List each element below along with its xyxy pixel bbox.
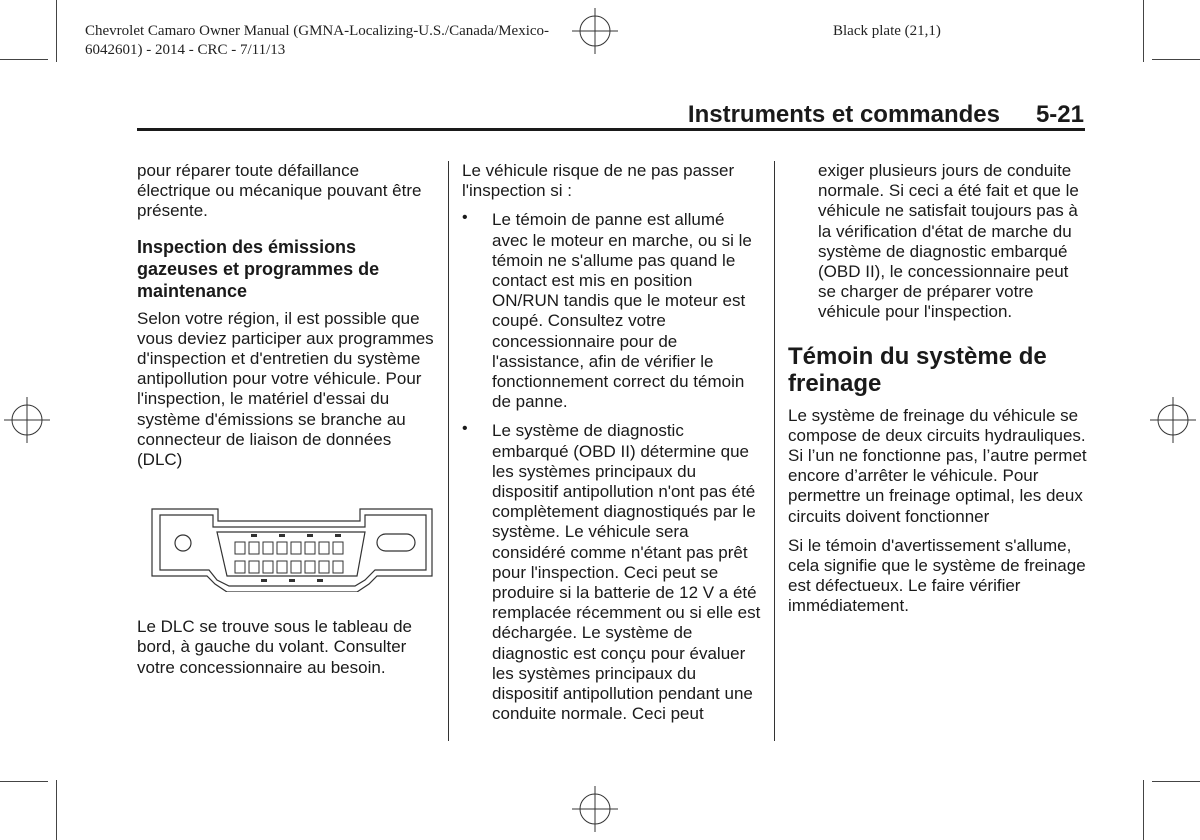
column-3 (788, 161, 1088, 626)
column-divider-1 (448, 161, 449, 741)
list-item (462, 210, 764, 412)
paragraph-continuation: exiger plusieurs jours de conduite normale. Si ceci a été fait et que le véhicule ne satisfait toujours pas à la vérification d'état de marche du système de diagnostic embarqué (OBD II), le concessionnaire peut se charger de préparer votre véhicule pour l'inspection. (818, 161, 1079, 322)
plate-line-2: 6042601) - 2014 - CRC - 7/11/13 (85, 42, 286, 58)
column-divider-2 (774, 161, 775, 741)
paragraph-dlc-location: Le DLC se trouve sous le tableau de bord, à gauche du volant. Consulter votre concessionnaire au besoin. (137, 617, 413, 677)
paragraph-brake-system: Le système de freinage du véhicule se compose de deux circuits hydrauliques. Si l’un ne fonctionne pas, l’autre permet encore d’arrêter le véhicule. Pour permettre un freinage optimal, les deux circuits doivent fonctionner (788, 405, 1087, 526)
registration-target-right (1150, 397, 1196, 443)
paragraph-repair: pour réparer toute défaillance électrique ou mécanique pouvant être présente. (137, 161, 422, 221)
header-rule (137, 128, 1085, 131)
list-item-text: Le témoin de panne est allumé avec le moteur en marche, ou si le témoin ne s'allume pas quand le contact est mis en position ON/RUN tandis que le moteur est coupé. Consultez votre concessionnaire pour de l'assistance, afin de vérifier le fonctionnement correct du témoin de panne. (492, 210, 752, 412)
registration-target-left (4, 397, 50, 443)
heading-brake-warning: Témoin du système de freinage (788, 342, 1047, 397)
page-number: 5-21 (1035, 101, 1084, 128)
inspection-fail-list (462, 210, 764, 724)
column-1 (137, 161, 435, 687)
list-item (462, 421, 764, 724)
heading-emissions-inspection: Inspection des émissions gazeuses et programmes de maintenance (137, 236, 380, 301)
section-title: Instruments et commandes (687, 101, 1000, 128)
list-item-text: Le système de diagnostic embarqué (OBD II) détermine que les systèmes principaux du dispositif antipollution n'ont pas été complètement diagnostiqués par le système. Le véhicule sera considéré comme n'étant pas prêt pour l'inspection. Ceci peut se produire si la batterie de 12 V a été remplacée récemment ou si elle est déchargée. Le système de diagnostic est conçu pour évaluer les systèmes principaux du dispositif antipollution pendant une conduite normale. Ceci peut (492, 421, 761, 724)
paragraph-inspection-fail-intro: Le véhicule risque de ne pas passer l'inspection si : (462, 161, 735, 201)
bullet-icon: • (462, 209, 468, 227)
registration-target-top (572, 8, 618, 54)
bullet-icon: • (462, 420, 468, 438)
print-plate-info (85, 22, 549, 60)
black-plate-label: Black plate (21,1) (833, 23, 941, 39)
paragraph-brake-warning: Si le témoin d'avertissement s'allume, cela signifie que le système de freinage est défectueux. Le faire vérifier immédiatement. (788, 535, 1086, 616)
registration-target-bottom (572, 786, 618, 832)
dlc-connector-illustration (151, 506, 433, 592)
column-2 (462, 161, 764, 733)
plate-line-1: Chevrolet Camaro Owner Manual (GMNA-Localizing-U.S./Canada/Mexico- (85, 23, 550, 39)
paragraph-inspection-program: Selon votre région, il est possible que vous deviez participer aux programmes d'inspection et d'entretien du système antipollution pour votre véhicule. Pour l'inspection, le matériel d'essai du système d'émissions se branche au connecteur de liaison de données (DLC) (137, 308, 434, 470)
